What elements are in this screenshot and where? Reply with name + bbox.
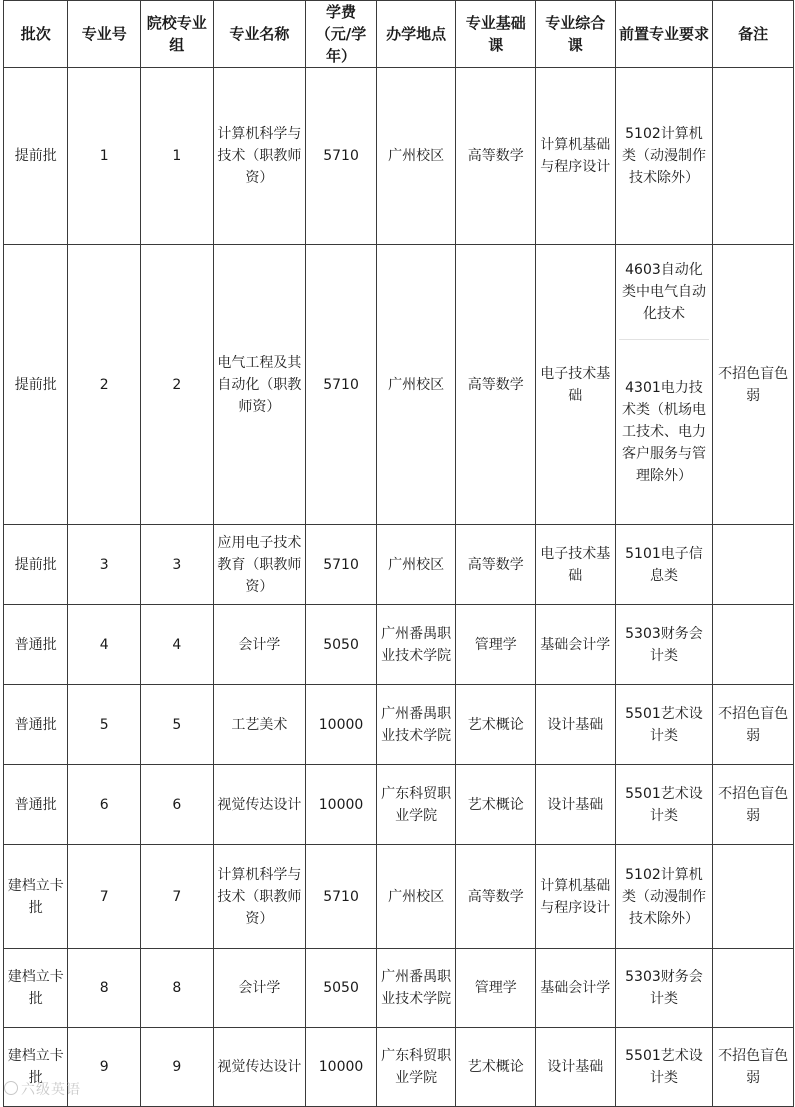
- cell-location: 广州校区: [376, 525, 456, 605]
- cell-prereq: 5501艺术设计类: [615, 765, 713, 845]
- cell-batch: 建档立卡批: [4, 1028, 68, 1107]
- prereq-stack: [619, 245, 710, 524]
- table-row: [4, 949, 794, 1028]
- cell-basic-course: 高等数学: [456, 245, 536, 525]
- cell-fee: 5710: [306, 68, 377, 245]
- header-prereq: 前置专业要求: [615, 1, 713, 68]
- cell-batch: 提前批: [4, 525, 68, 605]
- cell-major-no: 4: [68, 605, 141, 685]
- cell-location: 广州番禺职业技术学院: [376, 685, 456, 765]
- table-row: [4, 68, 794, 245]
- cell-comprehensive-course: 电子技术基础: [536, 525, 616, 605]
- cell-comprehensive-course: 电子技术基础: [536, 245, 616, 525]
- cell-prereq: 5102计算机类（动漫制作技术除外）: [615, 68, 713, 245]
- cell-note: 不招色盲色弱: [713, 1028, 794, 1107]
- cell-major-no: 2: [68, 245, 141, 525]
- cell-prereq: 5303财务会计类: [615, 605, 713, 685]
- cell-location: 广州校区: [376, 245, 456, 525]
- cell-note: 不招色盲色弱: [713, 245, 794, 525]
- cell-prereq: 5501艺术设计类: [615, 685, 713, 765]
- cell-note: 不招色盲色弱: [713, 685, 794, 765]
- table-row: [4, 605, 794, 685]
- table-row: [4, 245, 794, 525]
- cell-note: [713, 949, 794, 1028]
- cell-batch: 提前批: [4, 68, 68, 245]
- cell-fee: 5710: [306, 245, 377, 525]
- cell-major-no: 6: [68, 765, 141, 845]
- cell-note: [713, 605, 794, 685]
- header-fee: 学费（元/学年）: [306, 1, 377, 68]
- cell-comprehensive-course: 基础会计学: [536, 949, 616, 1028]
- cell-group: 2: [141, 245, 214, 525]
- cell-basic-course: 高等数学: [456, 525, 536, 605]
- cell-fee: 10000: [306, 1028, 377, 1107]
- header-basic-course: 专业基础课: [456, 1, 536, 68]
- cell-major-no: 1: [68, 68, 141, 245]
- cell-location: 广州校区: [376, 68, 456, 245]
- cell-basic-course: 艺术概论: [456, 1028, 536, 1107]
- cell-batch: 普通批: [4, 685, 68, 765]
- prereq-item: 4603自动化类中电气自动化技术: [621, 262, 706, 322]
- prereq-item: 4301电力技术类（机场电工技术、电力客户服务与管理除外）: [619, 339, 710, 524]
- cell-comprehensive-course: 计算机基础与程序设计: [536, 68, 616, 245]
- cell-major-name: 计算机科学与技术（职教师资）: [213, 68, 306, 245]
- cell-comprehensive-course: 设计基础: [536, 1028, 616, 1107]
- cell-prereq: 5101电子信息类: [615, 525, 713, 605]
- cell-fee: 10000: [306, 765, 377, 845]
- cell-group: 7: [141, 845, 214, 949]
- cell-batch: 提前批: [4, 245, 68, 525]
- cell-group: 9: [141, 1028, 214, 1107]
- cell-location: 广东科贸职业学院: [376, 1028, 456, 1107]
- header-row: [4, 1, 794, 68]
- header-major-no: 专业号: [68, 1, 141, 68]
- cell-basic-course: 管理学: [456, 949, 536, 1028]
- cell-group: 5: [141, 685, 214, 765]
- cell-major-name: 电气工程及其自动化（职教师资）: [213, 245, 306, 525]
- cell-prereq: 5102计算机类（动漫制作技术除外）: [615, 845, 713, 949]
- cell-group: 3: [141, 525, 214, 605]
- cell-note: [713, 525, 794, 605]
- cell-major-no: 3: [68, 525, 141, 605]
- cell-major-name: 应用电子技术教育（职教师资）: [213, 525, 306, 605]
- cell-fee: 10000: [306, 685, 377, 765]
- cell-major-no: 5: [68, 685, 141, 765]
- cell-note: 不招色盲色弱: [713, 765, 794, 845]
- cell-major-name: 会计学: [213, 949, 306, 1028]
- cell-location: 广州校区: [376, 845, 456, 949]
- cell-location: 广东科贸职业学院: [376, 765, 456, 845]
- cell-fee: 5710: [306, 845, 377, 949]
- header-location: 办学地点: [376, 1, 456, 68]
- cell-basic-course: 管理学: [456, 605, 536, 685]
- header-group: 院校专业组: [141, 1, 214, 68]
- cell-major-name: 会计学: [213, 605, 306, 685]
- cell-batch: 建档立卡批: [4, 845, 68, 949]
- cell-note: [713, 845, 794, 949]
- cell-comprehensive-course: 设计基础: [536, 685, 616, 765]
- cell-comprehensive-course: 设计基础: [536, 765, 616, 845]
- cell-major-no: 8: [68, 949, 141, 1028]
- header-batch: 批次: [4, 1, 68, 68]
- cell-basic-course: 艺术概论: [456, 765, 536, 845]
- cell-location: 广州番禺职业技术学院: [376, 605, 456, 685]
- watermark-text: 六级英语: [21, 1082, 81, 1098]
- cell-fee: 5050: [306, 949, 377, 1028]
- cell-batch: 普通批: [4, 605, 68, 685]
- header-note: 备注: [713, 1, 794, 68]
- header-major-name: 专业名称: [213, 1, 306, 68]
- cell-fee: 5710: [306, 525, 377, 605]
- admissions-table: [3, 0, 794, 1107]
- cell-major-name: 计算机科学与技术（职教师资）: [213, 845, 306, 949]
- header-comprehensive-course: 专业综合课: [536, 1, 616, 68]
- cell-prereq: 5303财务会计类: [615, 949, 713, 1028]
- cell-prereq: 5501艺术设计类: [615, 1028, 713, 1107]
- cell-prereq: [615, 245, 713, 525]
- cell-major-no: 7: [68, 845, 141, 949]
- cell-note: [713, 68, 794, 245]
- cell-group: 4: [141, 605, 214, 685]
- cell-comprehensive-course: 基础会计学: [536, 605, 616, 685]
- table-row: [4, 1028, 794, 1107]
- cell-major-name: 视觉传达设计: [213, 1028, 306, 1107]
- table-row: [4, 685, 794, 765]
- cell-basic-course: 高等数学: [456, 845, 536, 949]
- cell-batch: 普通批: [4, 765, 68, 845]
- table-row: [4, 765, 794, 845]
- cell-major-name: 工艺美术: [213, 685, 306, 765]
- cell-location: 广州番禺职业技术学院: [376, 949, 456, 1028]
- cell-group: 1: [141, 68, 214, 245]
- cell-fee: 5050: [306, 605, 377, 685]
- table-row: [4, 525, 794, 605]
- cell-group: 6: [141, 765, 214, 845]
- cell-major-name: 视觉传达设计: [213, 765, 306, 845]
- cell-basic-course: 高等数学: [456, 68, 536, 245]
- cell-major-no: 9: [68, 1028, 141, 1107]
- cell-group: 8: [141, 949, 214, 1028]
- cell-comprehensive-course: 计算机基础与程序设计: [536, 845, 616, 949]
- table-row: [4, 845, 794, 949]
- cell-basic-course: 艺术概论: [456, 685, 536, 765]
- cell-batch: 建档立卡批: [4, 949, 68, 1028]
